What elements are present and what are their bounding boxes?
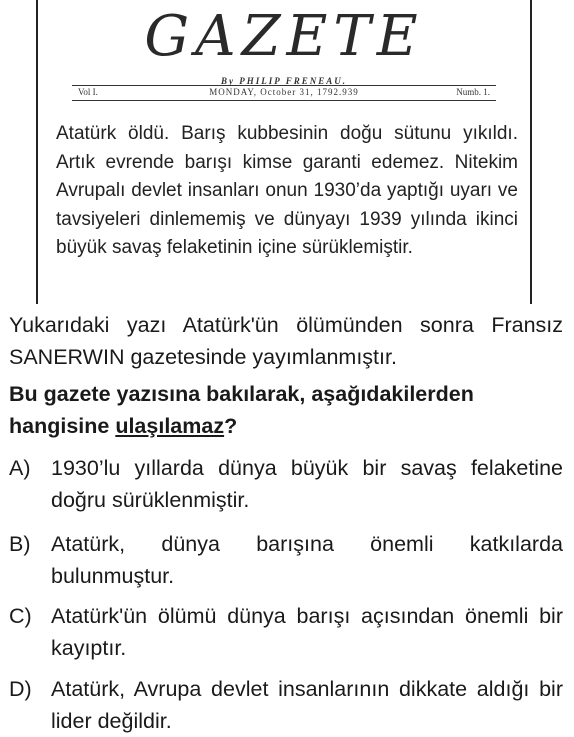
newspaper-number: Numb. 1. <box>456 87 490 97</box>
newspaper-volume: Vol I. <box>78 87 98 97</box>
option-d[interactable] <box>9 673 563 737</box>
option-text: Atatürk'ün ölümü dünya barışı açısından önemli bir kayıptır. <box>51 604 563 660</box>
question-stem: Yukarıdaki yazı Atatürk'ün ölümünden sonra Fransız SANERWIN gazetesinde yayımlanmıştır. <box>9 313 563 369</box>
prompt-text: Bu gazete yazısına bakılarak, aşağıdakilerden hangisine <box>9 382 474 438</box>
option-letter: C) <box>9 604 32 628</box>
option-a[interactable] <box>9 452 563 516</box>
option-text: Atatürk, Avrupa devlet insanlarının dikkate aldığı bir lider değildir. <box>51 677 563 733</box>
newspaper-quote: Atatürk öldü. Barış kubbesinin doğu sütunu yıkıldı. Artık evrende barışı kimse garanti edemez. Nitekim Avrupalı devlet insanları onun 1930’da yaptığı uyarı ve tavsiyeleri dinlememiş ve dünyayı 1939 yılında ikinci büyük savaş felaketinin içine sürüklemiştir. <box>56 123 518 258</box>
newspaper-byline: By PHILIP FRENEAU. <box>221 76 347 86</box>
option-b[interactable] <box>9 528 563 592</box>
option-letter: B) <box>9 532 31 556</box>
option-c[interactable] <box>9 600 563 664</box>
option-text: 1930’lu yıllarda dünya büyük bir savaş felaketine doğru sürüklenmiştir. <box>51 456 563 512</box>
newspaper-clipping <box>36 0 532 304</box>
option-text: Atatürk, dünya barışına önemli katkılarda bulunmuştur. <box>51 532 563 588</box>
prompt-underlined-word: ulaşılamaz <box>115 414 225 438</box>
newspaper-date: MONDAY, October 31, 1792.939 <box>209 87 359 97</box>
newspaper-title: GAZETE <box>144 4 424 69</box>
dateline-rule-bottom <box>72 100 496 101</box>
question-prompt <box>9 378 563 442</box>
option-letter: A) <box>9 456 31 480</box>
dateline-rule-top <box>72 85 496 86</box>
option-letter: D) <box>9 677 32 701</box>
prompt-end: ? <box>224 414 238 438</box>
newspaper-dateline <box>78 87 490 99</box>
